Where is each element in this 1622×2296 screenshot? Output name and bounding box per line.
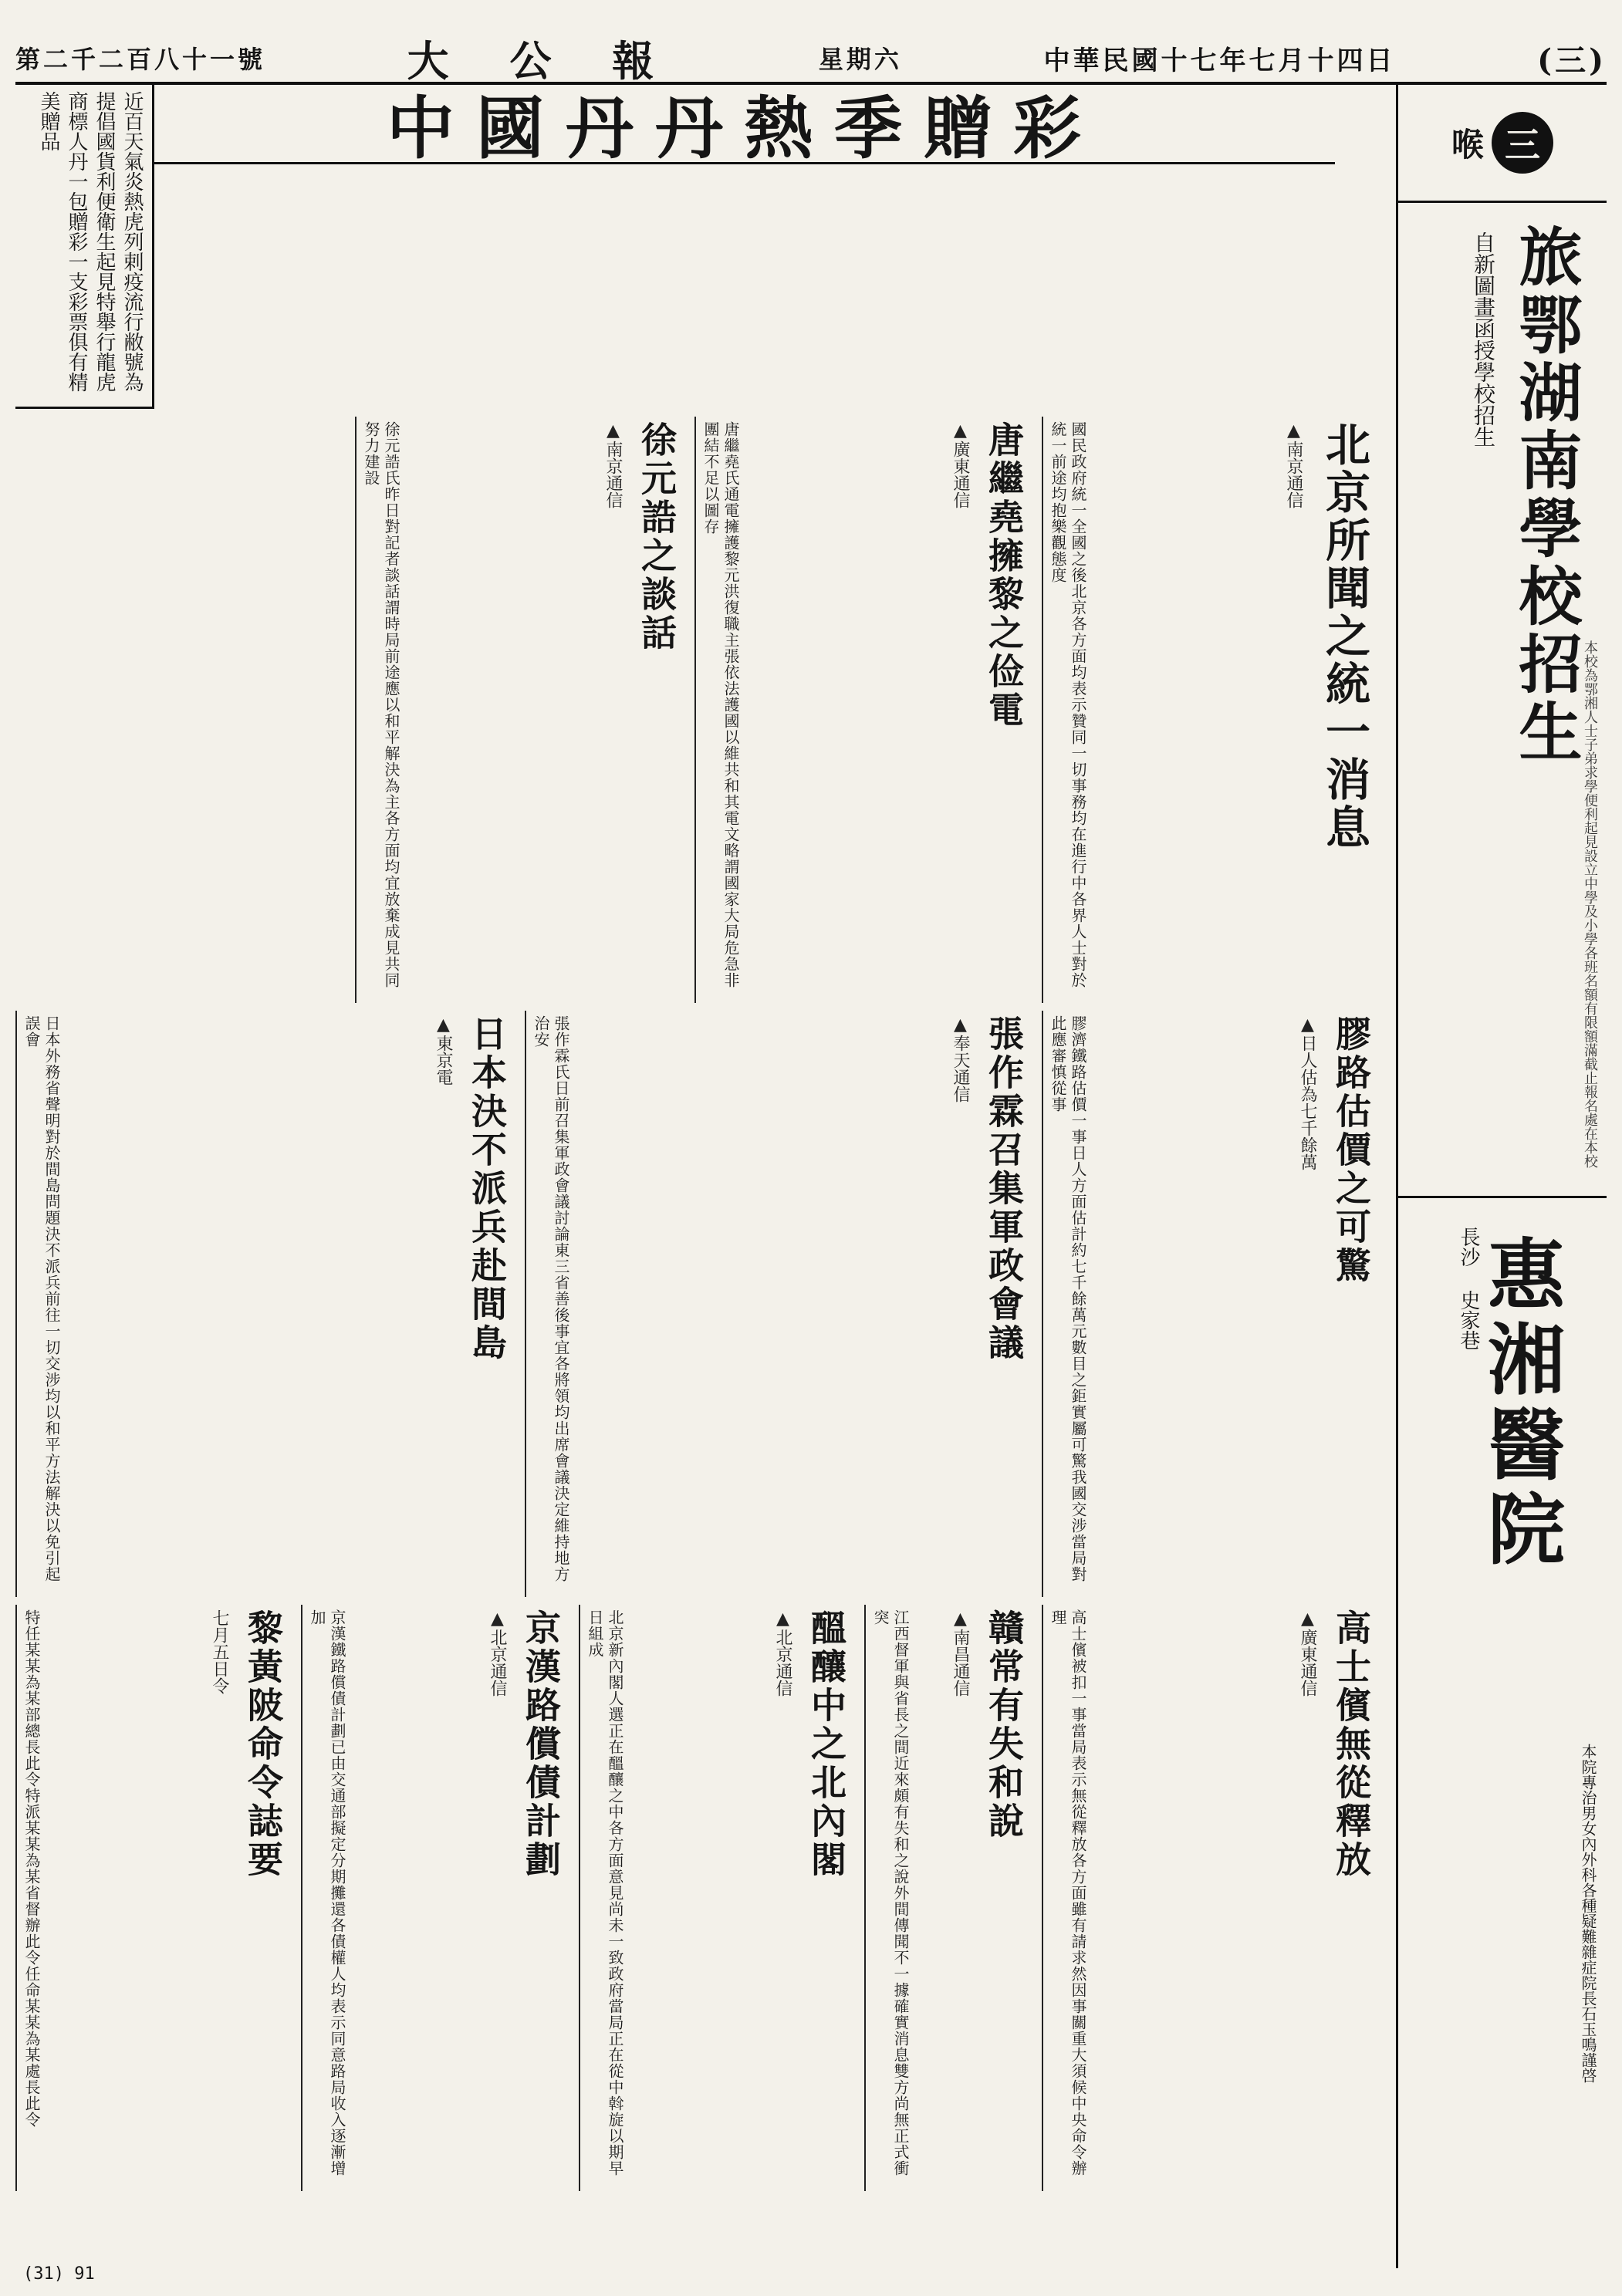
article-headline: 高士儐無從釋放 bbox=[1330, 1609, 1372, 1879]
article-body: 日本外務省聲明對於間島問題決不派兵前往一切交涉均以和平方法解決以免引起誤會 bbox=[22, 1015, 61, 1582]
main-articles bbox=[15, 417, 1381, 2253]
article-headline: 張作霖召集軍政會議 bbox=[983, 1015, 1025, 1362]
article-10 bbox=[864, 1605, 1034, 2191]
footer-code: (31) 91 bbox=[23, 2264, 95, 2284]
article-body: 徐元誥氏昨日對記者談話謂時局前途應以和平解決為主各方面均宜放棄成見共同努力建設 bbox=[362, 421, 400, 988]
article-headline: 贛常有失和說 bbox=[983, 1609, 1025, 1841]
article-dateline: 七月五日令 bbox=[210, 1609, 229, 1694]
article-headline: 醞釀中之北內閣 bbox=[806, 1609, 847, 1879]
article-headline: 唐繼堯擁黎之俭電 bbox=[983, 421, 1025, 730]
right-advertisement-column bbox=[1396, 85, 1607, 2268]
school-advertisement bbox=[1398, 208, 1607, 1198]
article-dateline: ▲南昌通信 bbox=[951, 1609, 970, 1697]
article-headline: 黎黃陂命令誌要 bbox=[242, 1609, 284, 1879]
article-7 bbox=[579, 1605, 857, 2191]
article-body: 北京新內閣人選正在醞釀之中各方面意見尚未一致政府當局正在從中斡旋以期早日組成 bbox=[586, 1609, 624, 2176]
school-body: 本校為鄂湘人士子弟求學便利起見設立中學及小學各班名額有限額滿截止報名處在本校 bbox=[1582, 640, 1598, 1168]
article-1 bbox=[694, 417, 1034, 1003]
article-headline: 日本決不派兵赴間島 bbox=[466, 1015, 508, 1362]
masthead-date: 中華民國十七年七月十四日 bbox=[1043, 45, 1396, 76]
right-header bbox=[1398, 85, 1607, 203]
article-2 bbox=[355, 417, 687, 1003]
article-8 bbox=[15, 1605, 293, 2191]
article-dateline: ▲東京電 bbox=[434, 1015, 453, 1086]
article-headline: 膠路估價之可驚 bbox=[1330, 1015, 1372, 1285]
article-4 bbox=[525, 1011, 1034, 1597]
article-dateline: ▲南京通信 bbox=[1284, 421, 1303, 508]
article-dateline: ▲北京通信 bbox=[488, 1609, 507, 1697]
article-dateline: ▲北京通信 bbox=[773, 1609, 792, 1697]
article-dateline: ▲奉天通信 bbox=[951, 1015, 970, 1102]
school-subtitle: 自新圖畫函授學校招生 bbox=[1471, 231, 1496, 447]
article-body: 國民政府統一全國之後北京各方面均表示贊同一切事務均在進行中各界人士對於統一前途均抱樂觀態度 bbox=[1049, 421, 1087, 988]
article-6 bbox=[301, 1605, 571, 2191]
article-0 bbox=[1042, 417, 1381, 1003]
right-header-label: 喉 bbox=[1451, 126, 1484, 164]
article-dateline: ▲廣東通信 bbox=[1298, 1609, 1317, 1697]
masthead-weekday: 星期六 bbox=[818, 45, 902, 74]
hospital-advertisement bbox=[1398, 1204, 1607, 2268]
masthead-issue: 第二千二百八十一號 bbox=[15, 45, 266, 74]
article-body: 膠濟鐵路估價一事日人方面估計約七千餘萬元數目之鉅實屬可驚我國交涉當局對此應審慎從事 bbox=[1049, 1015, 1087, 1582]
banner-advertisement-title: 中國丹丹熱季贈彩 bbox=[154, 85, 1335, 164]
article-headline: 京漢路償債計劃 bbox=[520, 1609, 562, 1879]
article-body: 江西督軍與省長之間近來頗有失和之說外間傳聞不一據確實消息雙方尚無正式衝突 bbox=[871, 1609, 910, 2176]
article-dateline: ▲日人估為七千餘萬 bbox=[1298, 1015, 1317, 1170]
article-body: 唐繼堯氏通電擁護黎元洪復職主張依法護國以維共和其電文略謂國家大局危急非團結不足以圖存 bbox=[701, 421, 740, 988]
article-body: 京漢鐵路償債計劃已由交通部擬定分期攤還各債權人均表示同意路局收入逐漸增加 bbox=[308, 1609, 346, 2176]
masthead-page-no: (三) bbox=[1537, 42, 1607, 79]
article-headline: 北京所聞之統一消息 bbox=[1318, 421, 1370, 852]
hospital-title: 惠湘醫院 bbox=[1475, 1234, 1566, 1574]
school-title: 旅鄂湖南學校招生 bbox=[1509, 224, 1583, 767]
masthead-paper-name: 大 公 報 bbox=[407, 35, 678, 86]
article-body: 高士儐被扣一事當局表示無從釋放各方面雖有請求然因事關重大須候中央命令辦理 bbox=[1049, 1609, 1087, 2176]
article-body: 特任某某為某部總長此令特派某某為某省督辦此令任命某某為某處長此令 bbox=[22, 1609, 41, 2128]
article-body: 張作霖氏日前召集軍政會議討論東三省善後事宜各將領均出席會議決定維持地方治安 bbox=[532, 1015, 570, 1582]
article-5 bbox=[15, 1011, 517, 1597]
article-9 bbox=[1042, 1605, 1381, 2191]
hospital-subtitle: 長沙 史家巷 bbox=[1457, 1227, 1480, 1350]
hospital-body: 本院專治男女內外科各種疑難雜症院長石玉鳴謹啓 bbox=[1579, 1744, 1597, 2083]
left-advertisement: 近百天氣炎熱虎列剌疫流行敝號為提倡國貨利便衛生起見特舉行龍虎商標人丹一包贈彩一支彩票俱有精美贈品 bbox=[15, 85, 154, 409]
article-dateline: ▲廣東通信 bbox=[951, 421, 970, 508]
article-3 bbox=[1042, 1011, 1381, 1597]
right-header-circle: 三 bbox=[1492, 112, 1553, 174]
article-dateline: ▲南京通信 bbox=[603, 421, 623, 508]
article-headline: 徐元誥之談話 bbox=[636, 421, 678, 653]
